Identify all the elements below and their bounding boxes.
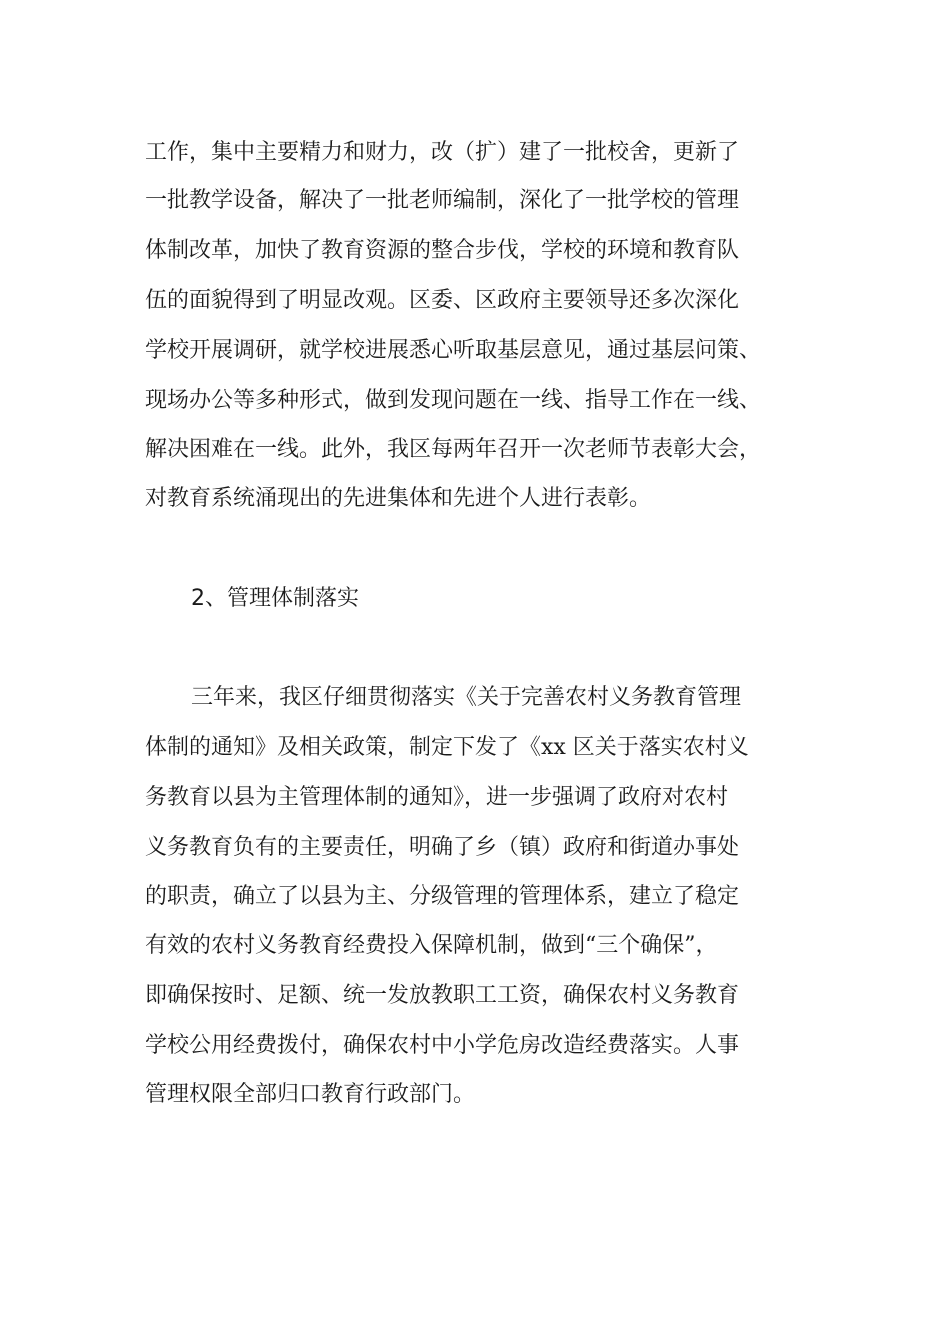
paragraph-1-line-1: 工作，集中主要精力和财力，改（扩）建了一批校舍，更新了 <box>145 140 740 165</box>
paragraph-1-line-4: 伍的面貌得到了明显改观。区委、区政府主要领导还多次深化 <box>145 288 740 313</box>
paragraph-2-line-9: 管理权限全部归口教育行政部门。 <box>145 1082 476 1107</box>
paragraph-1-line-5: 学校开展调研，就学校进展悉心听取基层意见，通过基层问策、 <box>145 338 762 363</box>
paragraph-1-line-6: 现场办公等多种形式，做到发现问题在一线、指导工作在一线、 <box>145 388 762 413</box>
paragraph-2-line-3: 务教育以县为主管理体制的通知》，进一步强调了政府对农村 <box>145 785 729 810</box>
paragraph-1-line-3: 体制改革，加快了教育资源的整合步伐，学校的环境和教育队 <box>145 238 740 263</box>
paragraph-1-line-2: 一批教学设备，解决了一批老师编制，深化了一批学校的管理 <box>145 188 740 213</box>
section-heading: 2、管理体制落实 <box>191 586 359 611</box>
paragraph-2-line-4: 义务教育负有的主要责任，明确了乡（镇）政府和街道办事处 <box>145 835 740 860</box>
paragraph-2-line-6: 有效的农村义务教育经费投入保障机制，做到“三个确保”， <box>145 933 718 958</box>
paragraph-2-line-5: 的职责，确立了以县为主、分级管理的管理体系，建立了稳定 <box>145 884 740 909</box>
paragraph-1-line-7: 解决困难在一线。此外，我区每两年召开一次老师节表彰大会， <box>145 437 762 462</box>
paragraph-1-line-8: 对教育系统涌现出的先进集体和先进个人进行表彰。 <box>145 486 652 511</box>
paragraph-2-line-7: 即确保按时、足额、统一发放教职工工资，确保农村义务教育 <box>145 983 740 1008</box>
paragraph-2-line-8: 学校公用经费拨付，确保农村中小学危房改造经费落实。人事 <box>145 1033 740 1058</box>
paragraph-2-line-2: 体制的通知》及相关政策，制定下发了《xx 区关于落实农村义 <box>145 735 749 760</box>
paragraph-2-line-1: 三年来，我区仔细贯彻落实《关于完善农村义务教育管理 <box>191 685 742 710</box>
